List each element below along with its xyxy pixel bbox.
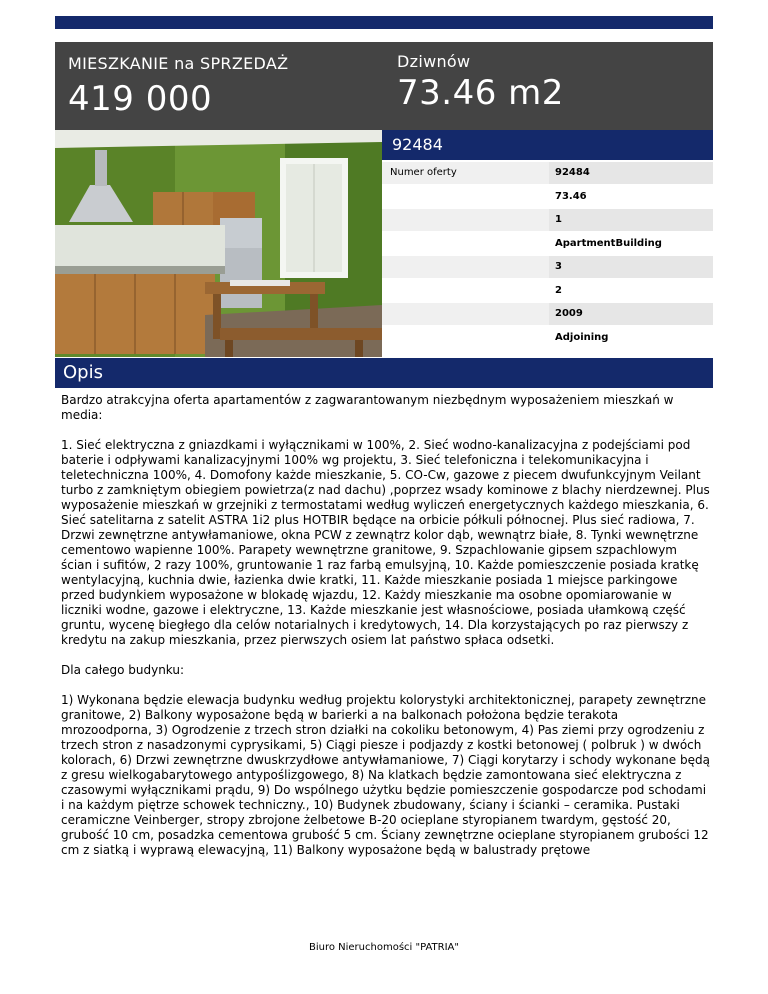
top-bar (55, 16, 713, 29)
detail-value: ApartmentBuilding (555, 237, 662, 249)
detail-value: 3 (555, 261, 562, 272)
detail-value: 1 (555, 214, 562, 225)
detail-row (382, 233, 713, 257)
detail-row (382, 186, 713, 210)
description-paragraph: Bardzo atrakcyjna oferta apartamentów z zagwarantowanym niezbędnym wyposażeniem mieszkań w media: (61, 393, 674, 422)
offer-id-title: 92484 (392, 135, 443, 154)
description-paragraph: Dla całego budynku: (61, 663, 185, 677)
description-paragraph: 1) Wykonana będzie elewacja budynku według projektu kolorystyki architektonicznej, parapety zewnętrzne granitowe, 2) Balkony wyposażone będą w barierki a na balkonach położona będzie terakota mrozoodporna, 3) Ogrodzenie z trzech stron działki na cokoliku betonowym, 4) Pas ziemi przy ogrodzeniu z trzech stron z nasadzonymi cyprysikami, 5) Ciągi piesze i podjazdy z kostki betonowej ( polbruk ) w dwóch kolorach, 6) Drzwi zewnętrzne dwuskrzydłowe antywłamaniowe, 7) Ciągi korytarzy i schody wykonane będą z gresu wielkogabarytowego antypoślizgowego, 8) Na klatkach będzie zamontowana sieć elektryczna z czasowymi wyłącznikami prądu, 9) Do wspólnego użytku będzie pomieszczenie gospodarcze pod schodami i na każdym piętrze schowek techniczny., 10) Budynek zbudowany, ściany i ścianki – ceramika. Pustaki ceramiczne Veinberger, stropy zbrojone żelbetowe B-20 ocieplane styropianem twardym, gęstość 20, grubość 10 cm, posadzka cementowa grubość 5 cm. Ściany zewnętrzne ocieplane styropianem grubości 12 cm z siatką i wyprawą elewacyjną, 11) Balkony wyposażone będą w balustrady prętowe (61, 693, 710, 857)
property-photo (55, 130, 382, 357)
description-section-bar (55, 358, 713, 388)
detail-label: Numer oferty (390, 167, 457, 178)
detail-row (382, 256, 713, 280)
listing-price: 419 000 (68, 79, 213, 119)
detail-row (382, 162, 713, 186)
detail-row (382, 327, 713, 351)
listing-type-block (68, 54, 288, 119)
detail-row (382, 280, 713, 304)
details-table (382, 162, 713, 350)
detail-value: 73.46 (555, 190, 587, 202)
listing-location-block (397, 52, 564, 113)
description-body (61, 393, 711, 873)
listing-type: MIESZKANIE na SPRZEDAŻ (68, 54, 289, 73)
detail-value: 2 (555, 284, 562, 296)
listing-city: Dziwnów (397, 52, 471, 71)
detail-value: Adjoining (555, 331, 609, 343)
listing-area: 73.46 m2 (397, 73, 564, 113)
detail-value: 2009 (555, 308, 583, 319)
detail-row (382, 303, 713, 327)
footer-agency: Biuro Nieruchomości "PATRIA" (308, 942, 459, 953)
offer-id-bar (382, 130, 713, 160)
detail-row (382, 209, 713, 233)
listing-header (55, 42, 713, 130)
description-paragraph: 1. Sieć elektryczna z gniazdkami i wyłącznikami w 100%, 2. Sieć wodno-kanalizacyjna z podejściami pod baterie i odpływami kanalizacyjnymi 100% wg projektu, 3. Sieć telefoniczna i telekomunikacyjna i teletechniczna 100%, 4. Domofony każde mieszkanie, 5. CO-Cw, gazowe z piecem dwufunkcyjnym Veilant turbo z zamkniętym obiegiem powietrza(z nad dachu) ,poprzez wsady kominowe z blachy nierdzewnej. Plus wyposażenie mieszkań w grzejniki z termostatami według wyliczeń energetycznych każdego mieszkania, 6. Sieć satelitarna z satelit ASTRA 1i2 plus HOTBIR będące na orbicie półkuli północnej. Plus sieć radiowa, 7. Drzwi zewnętrzne antywłamaniowe, okna PCW z zewnątrz kolor dąb, wewnątrz białe, 8. Tynki wewnętrzne cementowo wapienne 100%. Parapety wewnętrzne granitowe, 9. Szpachlowanie gipsem szpachlowym ścian i sufitów, 2 razy 100%, gruntowanie 1 raz farbą emulsyjną, 10. Każde pomieszczenie posiada kratkę wentylacyjną, kuchnia dwie, łazienka dwie kratki, 11. Każde mieszkanie posiada 1 miejsce parkingowe przed budynkiem wyposażone w blokadę wjazdu, 12. Każdy mieszkanie ma osobne opomiarowanie w liczniki wodne, gazowe i elektryczne, 13. Każde mieszkanie jest własnościowe, posiada ułamkową część gruntu, wycenę biegłego dla celów notarialnych i kredytowych, 14. Dla korzystających po raz pierwszy z kredytu na zakup mieszkania, przez pierwszych osiem lat państwo spłaca odsetki. (61, 438, 710, 647)
section-title: Opis (63, 362, 103, 383)
detail-value: 92484 (555, 167, 590, 178)
